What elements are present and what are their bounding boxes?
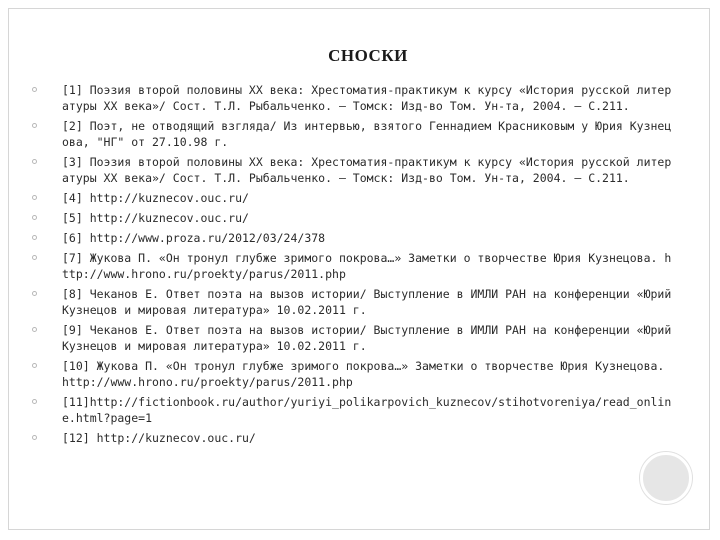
footnote-text: [4] http://kuznecov.ouc.ru/ — [62, 191, 249, 205]
footnote-item — [32, 118, 672, 150]
footnote-item — [32, 82, 672, 114]
footnote-item — [32, 430, 672, 446]
footnote-text: [7] Жукова П. «Он тронул глубже зримого покрова…» Заметки о творчестве Юрия Кузнецова. http://www.hrono.ru/proekty/parus/2011.php — [62, 251, 672, 281]
footnote-item — [32, 210, 672, 226]
footnote-text: [11]http://fictionbook.ru/author/yuriyi_polikarpovich_kuznecov/stihotvoreniya/read_online.html?page=1 — [62, 395, 672, 425]
bullet-circle-icon — [32, 123, 37, 128]
bullet-circle-icon — [32, 159, 37, 164]
footnote-item — [32, 230, 672, 246]
footnote-item — [32, 322, 672, 354]
footnote-text: [10] Жукова П. «Он тронул глубже зримого покрова…» Заметки о творчестве Юрия Кузнецова. http://www.hrono.ru/proekty/parus/2011.php — [62, 359, 665, 389]
footnote-text: [2] Поэт, не отводящий взгляда/ Из интервью, взятого Геннадием Красниковым у Юрия Кузнецова, "НГ" от 27.10.98 г. — [62, 119, 672, 149]
footnote-item — [32, 250, 672, 282]
bullet-circle-icon — [32, 435, 37, 440]
decorative-circle-icon — [640, 452, 692, 504]
bullet-circle-icon — [32, 399, 37, 404]
bullet-circle-icon — [32, 363, 37, 368]
footnote-item — [32, 154, 672, 186]
bullet-circle-icon — [32, 235, 37, 240]
footnote-text: [5] http://kuznecov.ouc.ru/ — [62, 211, 249, 225]
footnote-text: [8] Чеканов Е. Ответ поэта на вызов истории/ Выступление в ИМЛИ РАН на конференции «Юрий Кузнецов и мировая литература» 10.02.2011 г. — [62, 287, 672, 317]
footnote-item — [32, 286, 672, 318]
bullet-circle-icon — [32, 195, 37, 200]
bullet-circle-icon — [32, 255, 37, 260]
slide-title: СНОСКИ — [328, 46, 408, 65]
footnote-item — [32, 394, 672, 426]
bullet-circle-icon — [32, 215, 37, 220]
bullet-circle-icon — [32, 327, 37, 332]
footnote-text: [1] Поэзия второй половины XX века: Хрестоматия-практикум к курсу «История русской литературы XX века»/ Сост. Т.Л. Рыбальченко. – Томск: Изд-во Том. Ун-та, 2004. – С.211. — [62, 83, 672, 113]
bullet-circle-icon — [32, 87, 37, 92]
footnote-text: [12] http://kuznecov.ouc.ru/ — [62, 431, 256, 445]
footnote-text: [6] http://www.proza.ru/2012/03/24/378 — [62, 231, 326, 245]
footnote-text: [3] Поэзия второй половины XX века: Хрестоматия-практикум к курсу «История русской литературы XX века»/ Сост. Т.Л. Рыбальченко. – Томск: Изд-во Том. Ун-та, 2004. – С.211. — [62, 155, 672, 185]
footnote-item — [32, 358, 672, 390]
footnote-item — [32, 190, 672, 206]
footnote-list — [32, 82, 672, 450]
bullet-circle-icon — [32, 291, 37, 296]
footnote-text: [9] Чеканов Е. Ответ поэта на вызов истории/ Выступление в ИМЛИ РАН на конференции «Юрий Кузнецов и мировая литература» 10.02.2011 г. — [62, 323, 672, 353]
